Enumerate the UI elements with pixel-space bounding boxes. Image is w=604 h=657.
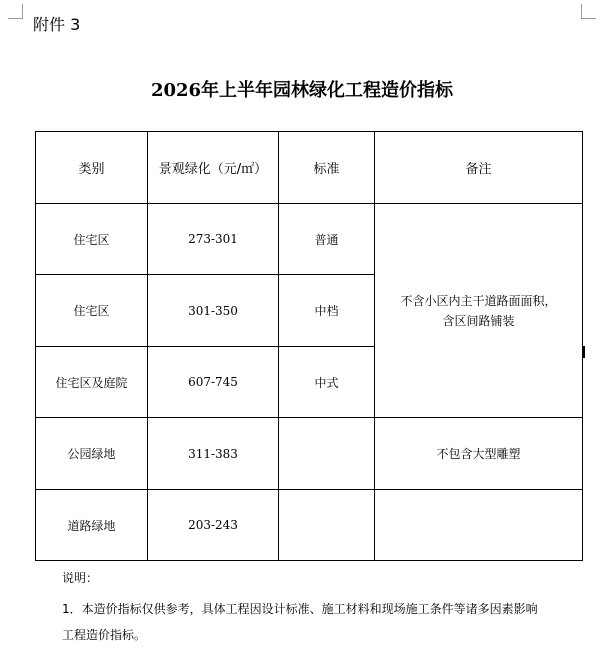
- standard-cell: [279, 490, 375, 561]
- standard-cell: 中式: [279, 347, 375, 418]
- standard-cell: 中档: [279, 275, 375, 347]
- header-price: 景观绿化（元/㎡）: [148, 132, 279, 204]
- document-title: 2026年上半年园林绿化工程造价指标: [150, 80, 454, 101]
- remark-line: 含区间路铺装: [442, 313, 515, 328]
- category-cell: 公园绿地: [36, 418, 148, 490]
- notes-label: 说明：: [62, 571, 99, 585]
- standard-cell: [279, 418, 375, 490]
- table-row: [36, 418, 583, 490]
- price-cell: 607-745: [148, 347, 279, 418]
- note-line: 工程造价指标。: [62, 628, 147, 642]
- page-corner-mark: [581, 4, 596, 19]
- table-row: [36, 490, 583, 561]
- standard-cell: 普通: [279, 204, 375, 275]
- notes-section: [62, 569, 582, 648]
- attachment-label: 附件 3: [33, 15, 81, 34]
- header-remark: 备注: [375, 132, 583, 204]
- remark-cell-residential: [375, 204, 583, 418]
- cost-index-table: [35, 131, 583, 561]
- price-cell: 301-350: [148, 275, 279, 347]
- header-standard: 标准: [279, 132, 375, 204]
- table-header-row: [36, 132, 583, 204]
- header-category: 类别: [36, 132, 148, 204]
- remark-line: 不含小区内主干道路面面积，: [400, 293, 557, 308]
- note-item: [62, 596, 582, 648]
- category-cell: 住宅区: [36, 204, 148, 275]
- note-line: 1．本造价指标仅供参考，具体工程因设计标准、施工材料和现场施工条件等诸多因素影响: [62, 602, 538, 616]
- remark-cell-road: [375, 490, 583, 561]
- price-cell: 203-243: [148, 490, 279, 561]
- category-cell: 道路绿地: [36, 490, 148, 561]
- price-cell: 311-383: [148, 418, 279, 490]
- category-cell: 住宅区: [36, 275, 148, 347]
- text-cursor: [583, 346, 585, 358]
- table-row: [36, 204, 583, 275]
- page-corner-mark: [8, 4, 23, 19]
- category-cell: 住宅区及庭院: [36, 347, 148, 418]
- remark-cell-park: 不包含大型雕塑: [375, 418, 583, 490]
- price-cell: 273-301: [148, 204, 279, 275]
